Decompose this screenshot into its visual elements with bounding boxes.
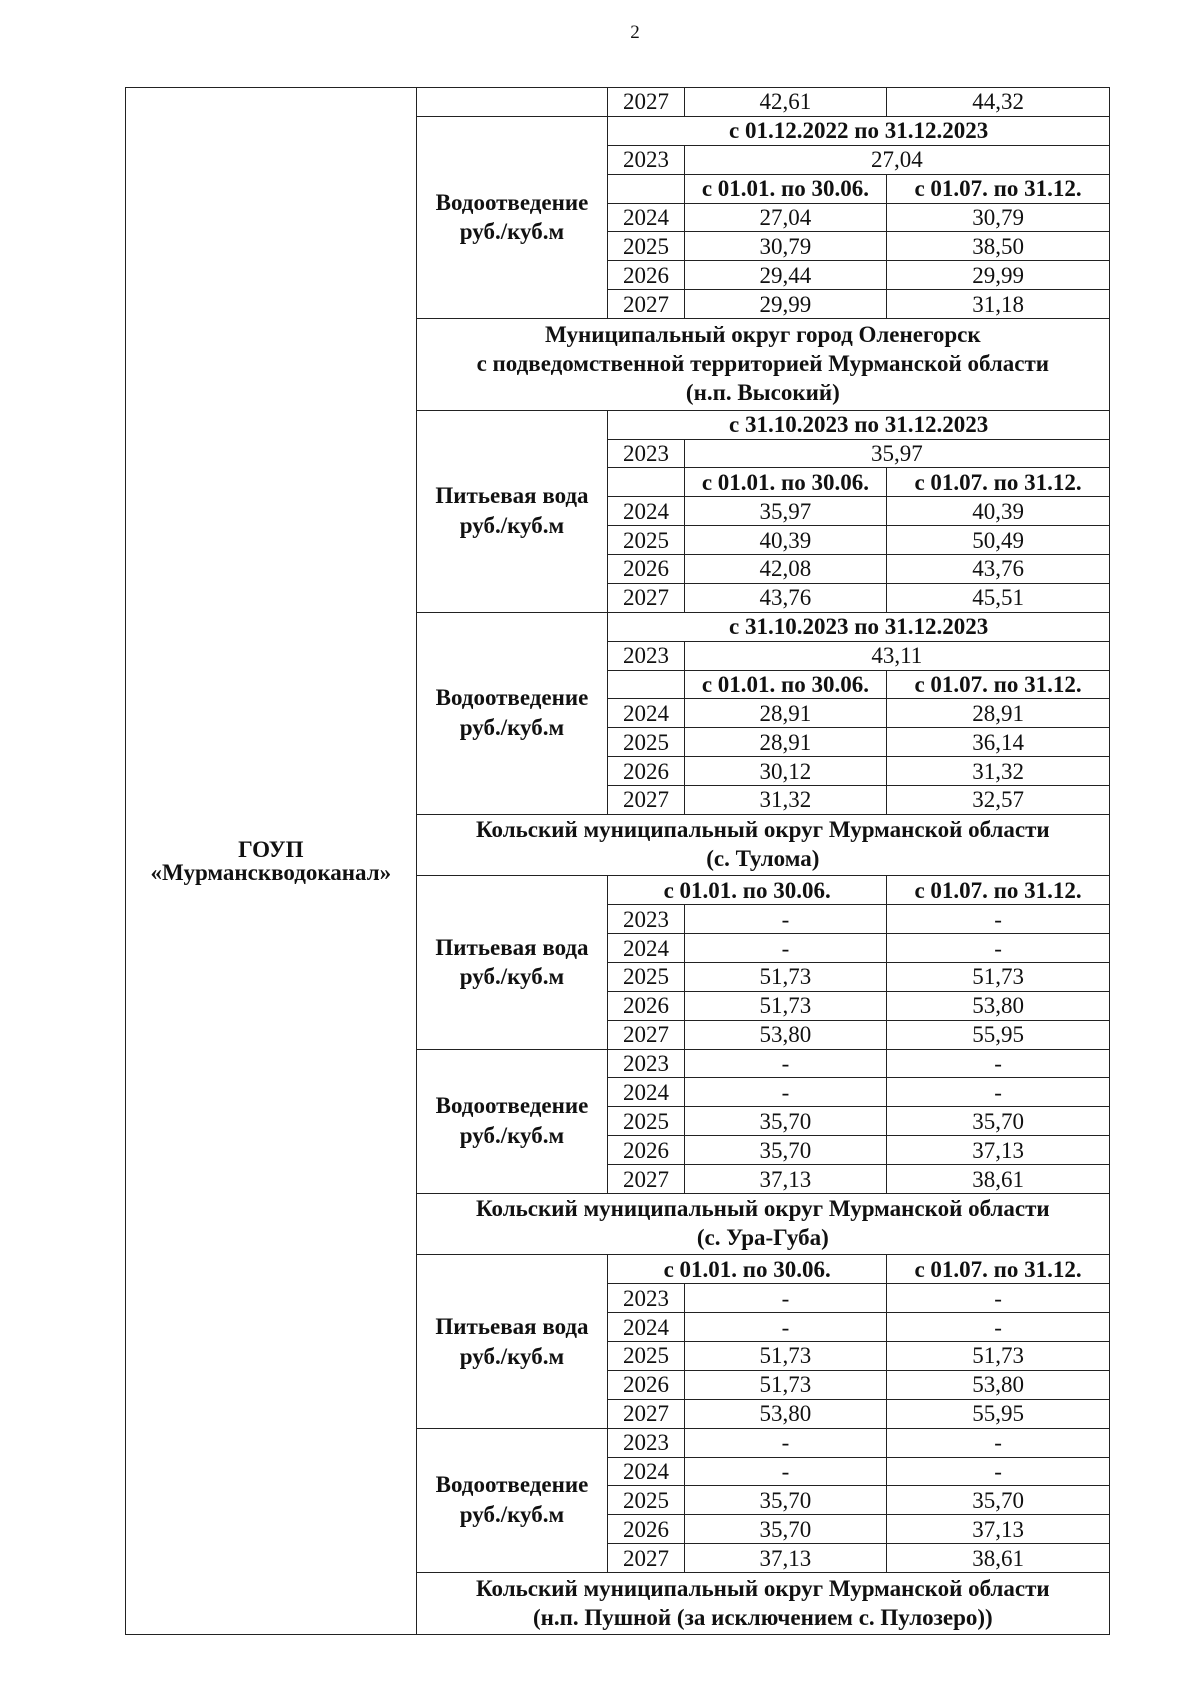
value-first-half: 30,79 <box>684 232 886 261</box>
period-heading: с 01.12.2022 по 31.12.2023 <box>608 116 1110 145</box>
year-cell: 2027 <box>608 1165 684 1194</box>
value-second-half: 37,13 <box>887 1515 1110 1544</box>
organization-name-line: «Мурманскводоканал» <box>150 860 392 885</box>
section-heading-line: Кольский муниципальный округ Мурманской области <box>475 1196 1050 1222</box>
year-cell: 2026 <box>608 1136 684 1165</box>
value-first-half: - <box>684 1284 886 1313</box>
period-first-half: с 01.01. по 30.06. <box>684 670 886 699</box>
service-label: руб./куб.м <box>459 715 565 741</box>
service-label: руб./куб.м <box>459 1343 565 1369</box>
period-first-half: с 01.01. по 30.06. <box>608 1255 887 1284</box>
year-cell: 2024 <box>608 1457 684 1486</box>
year-cell: 2024 <box>608 203 684 232</box>
year-cell: 2025 <box>608 526 684 555</box>
value-first-half: 40,39 <box>684 526 886 555</box>
value-first-half: 35,70 <box>684 1486 886 1515</box>
year-header-blank <box>608 670 684 699</box>
service-label: руб./куб.м <box>459 219 565 245</box>
section-heading-line: (с. Ура-Губа) <box>696 1225 829 1251</box>
year-cell: 2025 <box>608 1342 684 1371</box>
service-label: руб./куб.м <box>459 513 565 539</box>
service-cell <box>416 1049 608 1193</box>
section-heading <box>416 1573 1109 1635</box>
service-label: руб./куб.м <box>459 964 565 990</box>
period-heading: с 31.10.2023 по 31.12.2023 <box>608 410 1110 439</box>
year-cell: 2024 <box>608 934 684 963</box>
value-second-half: - <box>887 1049 1110 1078</box>
service-cell <box>416 612 608 814</box>
value-first-half: - <box>684 1428 886 1457</box>
value-second-half: 43,76 <box>887 555 1110 584</box>
value-first-half: 51,73 <box>684 991 886 1020</box>
value-second-half: 38,61 <box>887 1544 1110 1573</box>
service-label: руб./куб.м <box>459 1502 565 1528</box>
year-cell: 2024 <box>608 497 684 526</box>
value-first-half: 53,80 <box>684 1399 886 1428</box>
service-label: Водоотведение <box>435 685 589 711</box>
organization-name-line: ГОУП <box>238 837 304 862</box>
section-heading-line: (с. Тулома) <box>706 846 820 872</box>
year-cell: 2027 <box>608 290 684 319</box>
table-row <box>126 88 1110 117</box>
value-second-half: 29,99 <box>887 261 1110 290</box>
year-cell: 2025 <box>608 1486 684 1515</box>
section-heading-line: (н.п. Пушной (за исключением с. Пулозеро)) <box>532 1604 993 1630</box>
value-first-half: 27,04 <box>684 203 886 232</box>
value-second-half: 30,79 <box>887 203 1110 232</box>
value-first-half: 37,13 <box>684 1165 886 1194</box>
section-heading-line: Кольский муниципальный округ Мурманской области <box>475 1575 1050 1601</box>
year-cell: 2027 <box>608 1544 684 1573</box>
year-cell: 2025 <box>608 962 684 991</box>
year-cell: 2027 <box>608 1020 684 1049</box>
service-label: Питьевая вода <box>435 483 589 509</box>
period-first-half: с 01.01. по 30.06. <box>684 468 886 497</box>
year-cell: 2025 <box>608 728 684 757</box>
page-number: 2 <box>630 22 640 43</box>
service-label: Питьевая вода <box>435 934 589 960</box>
value-first-half: 29,99 <box>684 290 886 319</box>
value-second-half: 35,70 <box>887 1107 1110 1136</box>
value-first-half: - <box>684 1078 886 1107</box>
year-cell: 2027 <box>608 786 684 815</box>
year-header-blank <box>608 174 684 203</box>
year-cell: 2026 <box>608 991 684 1020</box>
value-second-half: 28,91 <box>887 699 1110 728</box>
section-heading-line: Муниципальный округ город Оленегорск <box>545 322 981 348</box>
value-second-half: 44,32 <box>887 88 1110 117</box>
value-second-half: 50,49 <box>887 526 1110 555</box>
value-first-half: 28,91 <box>684 699 886 728</box>
service-label: руб./куб.м <box>459 1123 565 1149</box>
value-first-half: 35,97 <box>684 497 886 526</box>
year-cell: 2024 <box>608 699 684 728</box>
section-heading-line: с подведомственной территорией Мурманской области <box>476 350 1050 376</box>
value-second-half: - <box>887 1428 1110 1457</box>
value-second-half: - <box>887 1313 1110 1342</box>
year-cell: 2025 <box>608 232 684 261</box>
value-second-half: 51,73 <box>887 962 1110 991</box>
value-second-half: - <box>887 1284 1110 1313</box>
service-cell <box>416 410 608 612</box>
year-cell: 2026 <box>608 1370 684 1399</box>
section-heading <box>416 319 1109 411</box>
value-first-half: 35,70 <box>684 1515 886 1544</box>
value-second-half: 31,32 <box>887 757 1110 786</box>
year-cell: 2023 <box>608 1428 684 1457</box>
year-cell: 2026 <box>608 757 684 786</box>
service-cell <box>416 116 608 318</box>
section-heading <box>416 814 1109 875</box>
value-first-half: 35,70 <box>684 1136 886 1165</box>
service-cell <box>416 876 608 1049</box>
value-second-half: - <box>887 905 1110 934</box>
service-label: Питьевая вода <box>435 1313 589 1339</box>
value-second-half: 51,73 <box>887 1342 1110 1371</box>
period-second-half: с 01.07. по 31.12. <box>887 1255 1110 1284</box>
value-second-half: 53,80 <box>887 991 1110 1020</box>
year-cell: 2023 <box>608 905 684 934</box>
period-second-half: с 01.07. по 31.12. <box>887 670 1110 699</box>
value-second-half: 32,57 <box>887 786 1110 815</box>
value-first-half: 31,32 <box>684 786 886 815</box>
period-second-half: с 01.07. по 31.12. <box>887 876 1110 905</box>
value-first-half: 42,08 <box>684 555 886 584</box>
value-second-half: 31,18 <box>887 290 1110 319</box>
year-cell: 2023 <box>608 439 684 468</box>
service-cell <box>416 1428 608 1572</box>
value-second-half: 55,95 <box>887 1399 1110 1428</box>
value-first-half: 37,13 <box>684 1544 886 1573</box>
value-first-half: 42,61 <box>684 88 886 117</box>
value-cell: 35,97 <box>684 439 1109 468</box>
value-second-half: - <box>887 1078 1110 1107</box>
value-second-half: 35,70 <box>887 1486 1110 1515</box>
period-first-half: с 01.01. по 30.06. <box>684 174 886 203</box>
value-cell: 43,11 <box>684 641 1109 670</box>
year-cell: 2023 <box>608 1049 684 1078</box>
year-cell: 2026 <box>608 555 684 584</box>
value-first-half: - <box>684 1049 886 1078</box>
value-second-half: 36,14 <box>887 728 1110 757</box>
value-second-half: - <box>887 1457 1110 1486</box>
year-cell: 2027 <box>608 88 684 117</box>
value-first-half: - <box>684 905 886 934</box>
value-second-half: 40,39 <box>887 497 1110 526</box>
value-second-half: - <box>887 934 1110 963</box>
value-first-half: 30,12 <box>684 757 886 786</box>
service-label: Водоотведение <box>435 189 589 215</box>
value-first-half: 53,80 <box>684 1020 886 1049</box>
period-heading: с 31.10.2023 по 31.12.2023 <box>608 612 1110 641</box>
value-second-half: 38,61 <box>887 1165 1110 1194</box>
period-second-half: с 01.07. по 31.12. <box>887 174 1110 203</box>
value-second-half: 37,13 <box>887 1136 1110 1165</box>
year-cell: 2023 <box>608 1284 684 1313</box>
period-second-half: с 01.07. по 31.12. <box>887 468 1110 497</box>
year-cell: 2027 <box>608 583 684 612</box>
service-cell-empty <box>416 88 608 117</box>
value-first-half: 43,76 <box>684 583 886 612</box>
tariff-table <box>125 87 1110 1635</box>
organization-cell <box>126 88 417 1635</box>
value-first-half: 51,73 <box>684 1370 886 1399</box>
value-first-half: 51,73 <box>684 1342 886 1371</box>
year-cell: 2027 <box>608 1399 684 1428</box>
year-cell: 2023 <box>608 145 684 174</box>
period-first-half: с 01.01. по 30.06. <box>608 876 887 905</box>
value-second-half: 53,80 <box>887 1370 1110 1399</box>
year-cell: 2026 <box>608 261 684 290</box>
value-first-half: - <box>684 1457 886 1486</box>
year-cell: 2023 <box>608 641 684 670</box>
value-first-half: - <box>684 934 886 963</box>
year-cell: 2025 <box>608 1107 684 1136</box>
value-first-half: 51,73 <box>684 962 886 991</box>
value-second-half: 55,95 <box>887 1020 1110 1049</box>
section-heading-line: (н.п. Высокий) <box>685 379 840 405</box>
service-label: Водоотведение <box>435 1472 589 1498</box>
year-cell: 2024 <box>608 1313 684 1342</box>
section-heading <box>416 1193 1109 1254</box>
year-cell: 2026 <box>608 1515 684 1544</box>
service-label: Водоотведение <box>435 1093 589 1119</box>
section-heading-line: Кольский муниципальный округ Мурманской области <box>475 817 1050 843</box>
value-first-half: 29,44 <box>684 261 886 290</box>
value-first-half: 35,70 <box>684 1107 886 1136</box>
value-second-half: 45,51 <box>887 583 1110 612</box>
value-cell: 27,04 <box>684 145 1109 174</box>
value-first-half: - <box>684 1313 886 1342</box>
year-header-blank <box>608 468 684 497</box>
value-first-half: 28,91 <box>684 728 886 757</box>
value-second-half: 38,50 <box>887 232 1110 261</box>
year-cell: 2024 <box>608 1078 684 1107</box>
service-cell <box>416 1255 608 1428</box>
